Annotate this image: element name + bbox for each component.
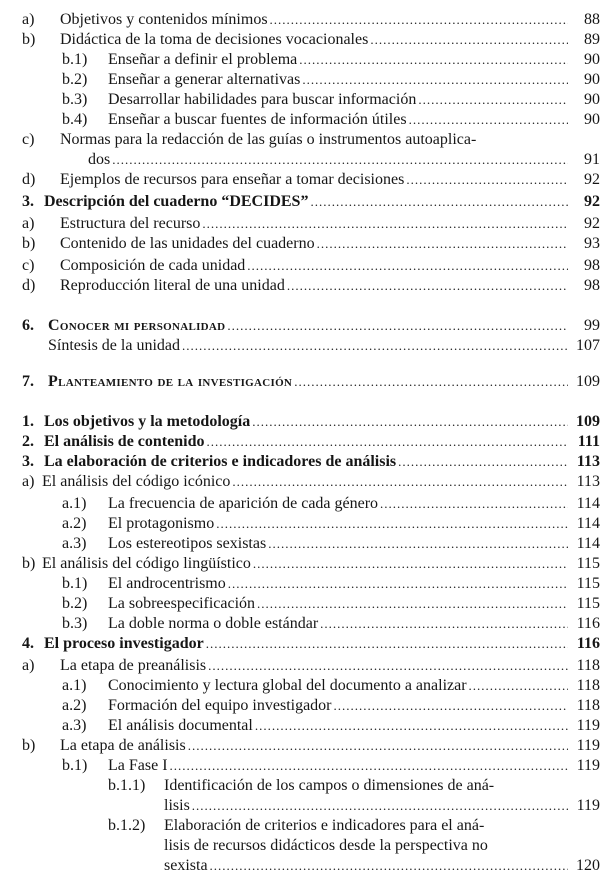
page-number: 119 (576, 797, 600, 814)
page-number: 116 (576, 635, 600, 652)
leader-dots (302, 70, 568, 90)
toc-entry-first-line (108, 816, 540, 836)
toc-entry (0, 170, 600, 190)
toc-chapter-entry (0, 316, 600, 336)
leader-dots (253, 554, 568, 574)
page-number: 90 (584, 51, 600, 68)
page-number: 120 (576, 857, 600, 874)
toc-entry (0, 336, 600, 356)
entry-number: a.1) (62, 495, 87, 512)
leader-dots (192, 796, 568, 816)
entry-title: La etapa de preanálisis (60, 657, 207, 674)
leader-dots (210, 856, 568, 876)
toc-entry (0, 716, 600, 736)
toc-entry (0, 472, 600, 492)
entry-number: a.3) (62, 535, 87, 552)
entry-title: Enseñar a generar alternativas (108, 71, 301, 88)
toc-entry (0, 736, 600, 756)
page-number: 114 (576, 515, 600, 532)
page-number: 118 (576, 677, 600, 694)
entry-title: La Fase I (108, 757, 168, 774)
leader-dots (310, 192, 568, 212)
entry-number: a.3) (62, 717, 87, 734)
page-number: 89 (584, 31, 600, 48)
entry-title: Conocer mi personalidad (48, 317, 226, 334)
leader-dots (299, 50, 568, 70)
page-number: 92 (584, 171, 600, 188)
page-number: 90 (584, 91, 600, 108)
leader-dots (406, 170, 568, 190)
leader-dots (317, 234, 568, 254)
page-number: 99 (584, 317, 600, 334)
toc-entry (0, 276, 600, 296)
entry-title: Estructura del recurso (60, 215, 201, 232)
entry-number: a.1) (62, 677, 87, 694)
toc-entry-first-line (108, 776, 540, 796)
toc-entry (0, 10, 600, 30)
toc-entry (0, 256, 600, 276)
entry-title-continuation: lisis (164, 797, 190, 814)
toc-entry (0, 534, 600, 554)
leader-dots (112, 150, 568, 170)
page-number: 115 (576, 555, 600, 572)
toc-section-entry (0, 412, 600, 432)
toc-entry (0, 150, 600, 170)
entry-title: Los estereotipos sexistas (108, 535, 267, 552)
entry-number: a) (22, 473, 35, 490)
page-number: 90 (584, 111, 600, 128)
toc-entry (0, 90, 600, 110)
entry-number: d) (22, 171, 36, 188)
entry-title: El análisis del código lingüístico (42, 555, 251, 572)
entry-title: Ejemplos de recursos para enseñar a tomar decisiones (60, 171, 405, 188)
leader-dots (255, 716, 568, 736)
entry-title: El protagonismo (108, 515, 215, 532)
page-number: 118 (576, 697, 600, 714)
toc-section-entry (0, 192, 600, 212)
entry-title: La frecuencia de aparición de cada género (108, 495, 379, 512)
entry-title: Planteamiento de la investigación (48, 373, 293, 390)
toc-entry (0, 494, 600, 514)
toc-entry (0, 30, 600, 50)
entry-title: Composición de cada unidad (60, 257, 246, 274)
entry-title: Identificación de los campos o dimensiones de aná- (164, 777, 495, 794)
page-number: 98 (584, 257, 600, 274)
entry-number: b) (22, 555, 36, 572)
toc-chapter-entry (0, 372, 600, 392)
entry-title: Elaboración de criterios e indicadores para el aná- (164, 817, 485, 834)
toc-entry (0, 110, 600, 130)
entry-title: Los objetivos y la metodología (44, 413, 251, 430)
entry-number: a.2) (62, 697, 87, 714)
page-number: 119 (576, 717, 600, 734)
leader-dots (202, 214, 568, 234)
page-number: 92 (584, 215, 600, 232)
entry-number: b.1.1) (108, 777, 146, 794)
entry-number: b.1) (62, 575, 88, 592)
leader-dots (320, 614, 568, 634)
page-number: 119 (576, 737, 600, 754)
page-number: 109 (576, 413, 600, 430)
entry-title: El androcentrismo (108, 575, 226, 592)
entry-title-continuation: dos (88, 151, 111, 168)
page-number: 109 (576, 373, 600, 390)
toc-section-entry (0, 634, 600, 654)
leader-dots (170, 756, 568, 776)
entry-number: b.2) (62, 595, 88, 612)
entry-title: Descripción del cuaderno “DECIDES” (44, 193, 309, 210)
toc-entry (0, 756, 600, 776)
toc-entry (0, 614, 600, 634)
toc-entry-middle-line (164, 836, 540, 856)
entry-title: El análisis documental (108, 717, 253, 734)
entry-number: a) (22, 657, 35, 674)
leader-dots (208, 656, 568, 676)
leader-dots (268, 534, 568, 554)
leader-dots (370, 30, 568, 50)
entry-title: La elaboración de criterios e indicadores de análisis (44, 453, 397, 470)
entry-number: a) (22, 215, 35, 232)
entry-title: Contenido de las unidades del cuaderno (60, 235, 315, 252)
entry-title: Conocimiento y lectura global del documento a analizar (108, 677, 467, 694)
leader-dots (270, 10, 568, 30)
leader-dots (257, 594, 568, 614)
page-number: 115 (576, 575, 600, 592)
entry-title: Didáctica de la toma de decisiones vocacionales (60, 31, 369, 48)
toc-section-entry (0, 432, 600, 452)
entry-number: b.1) (62, 51, 88, 68)
entry-number: a) (22, 11, 35, 28)
entry-title: Formación del equipo investigador (108, 697, 332, 714)
toc-entry (0, 856, 600, 876)
entry-title: El análisis de contenido (44, 433, 205, 450)
entry-title: Enseñar a definir el problema (108, 51, 298, 68)
toc-entry-first-line (22, 130, 550, 150)
entry-number: d) (22, 277, 36, 294)
page-number: 113 (576, 453, 600, 470)
entry-number: b.1.2) (108, 817, 146, 834)
page-number: 113 (576, 473, 600, 490)
entry-number: a.2) (62, 515, 87, 532)
toc-entry (0, 696, 600, 716)
leader-dots (227, 316, 568, 336)
page-number: 88 (584, 11, 600, 28)
leader-dots (206, 432, 568, 452)
entry-title: La doble norma o doble estándar (108, 615, 319, 632)
toc-entry (0, 796, 600, 816)
toc-entry (0, 234, 600, 254)
leader-dots (182, 336, 568, 356)
entry-number: 2. (22, 433, 34, 450)
leader-dots (398, 452, 568, 472)
toc-entry (0, 676, 600, 696)
entry-number: b) (22, 235, 36, 252)
entry-number: b) (22, 737, 36, 754)
entry-number: 6. (22, 317, 34, 334)
entry-title: Objetivos y contenidos mínimos (60, 11, 268, 28)
toc-entry (0, 214, 600, 234)
entry-number: 3. (22, 193, 34, 210)
page-number: 118 (576, 657, 600, 674)
toc-section-entry (0, 452, 600, 472)
entry-number: 7. (22, 373, 34, 390)
toc-entry (0, 594, 600, 614)
entry-title-continuation: sexista (164, 857, 208, 874)
leader-dots (216, 514, 568, 534)
page-number: 111 (577, 433, 600, 450)
toc-entry (0, 50, 600, 70)
entry-title: La etapa de análisis (60, 737, 186, 754)
entry-number: 3. (22, 453, 34, 470)
leader-dots (232, 472, 568, 492)
entry-title-continuation: lisis de recursos didácticos desde la perspectiva no (164, 837, 488, 854)
entry-number: b) (22, 31, 36, 48)
entry-number: b.3) (62, 615, 88, 632)
leader-dots (228, 574, 568, 594)
leader-dots (294, 372, 568, 392)
leader-dots (252, 412, 568, 432)
entry-number: 1. (22, 413, 34, 430)
leader-dots (409, 110, 568, 130)
entry-number: b.2) (62, 71, 88, 88)
page-number: 93 (584, 235, 600, 252)
entry-number: 4. (22, 635, 34, 652)
page-number: 91 (584, 151, 600, 168)
entry-number: b.4) (62, 111, 88, 128)
entry-title: Normas para la redacción de las guías o instrumentos autoaplica- (60, 131, 477, 148)
page-number: 115 (576, 595, 600, 612)
page-number: 116 (576, 615, 600, 632)
entry-number: b.3) (62, 91, 88, 108)
entry-title: El proceso investigador (44, 635, 204, 652)
page-number: 90 (584, 71, 600, 88)
entry-title: El análisis del código icónico (42, 473, 231, 490)
leader-dots (287, 276, 568, 296)
leader-dots (334, 696, 568, 716)
page-number: 107 (576, 337, 600, 354)
page-number: 92 (584, 193, 600, 210)
page-number: 114 (576, 535, 600, 552)
entry-number: b.1) (62, 757, 88, 774)
leader-dots (418, 90, 568, 110)
leader-dots (188, 736, 568, 756)
toc-entry (0, 70, 600, 90)
leader-dots (469, 676, 568, 696)
toc-entry (0, 656, 600, 676)
toc-entry (0, 574, 600, 594)
toc-entry (0, 514, 600, 534)
leader-dots (206, 634, 568, 654)
entry-number: c) (22, 257, 35, 274)
page-number: 114 (576, 495, 600, 512)
leader-dots (380, 494, 568, 514)
toc-entry (0, 554, 600, 574)
entry-title: Síntesis de la unidad (48, 337, 180, 354)
page-number: 98 (584, 277, 600, 294)
leader-dots (247, 256, 568, 276)
page-number: 119 (576, 757, 600, 774)
entry-title: La sobreespecificación (108, 595, 256, 612)
entry-title: Reproducción literal de una unidad (60, 277, 285, 294)
entry-title: Desarrollar habilidades para buscar información (108, 91, 417, 108)
entry-title: Enseñar a buscar fuentes de información útiles (108, 111, 407, 128)
entry-number: c) (22, 131, 35, 148)
